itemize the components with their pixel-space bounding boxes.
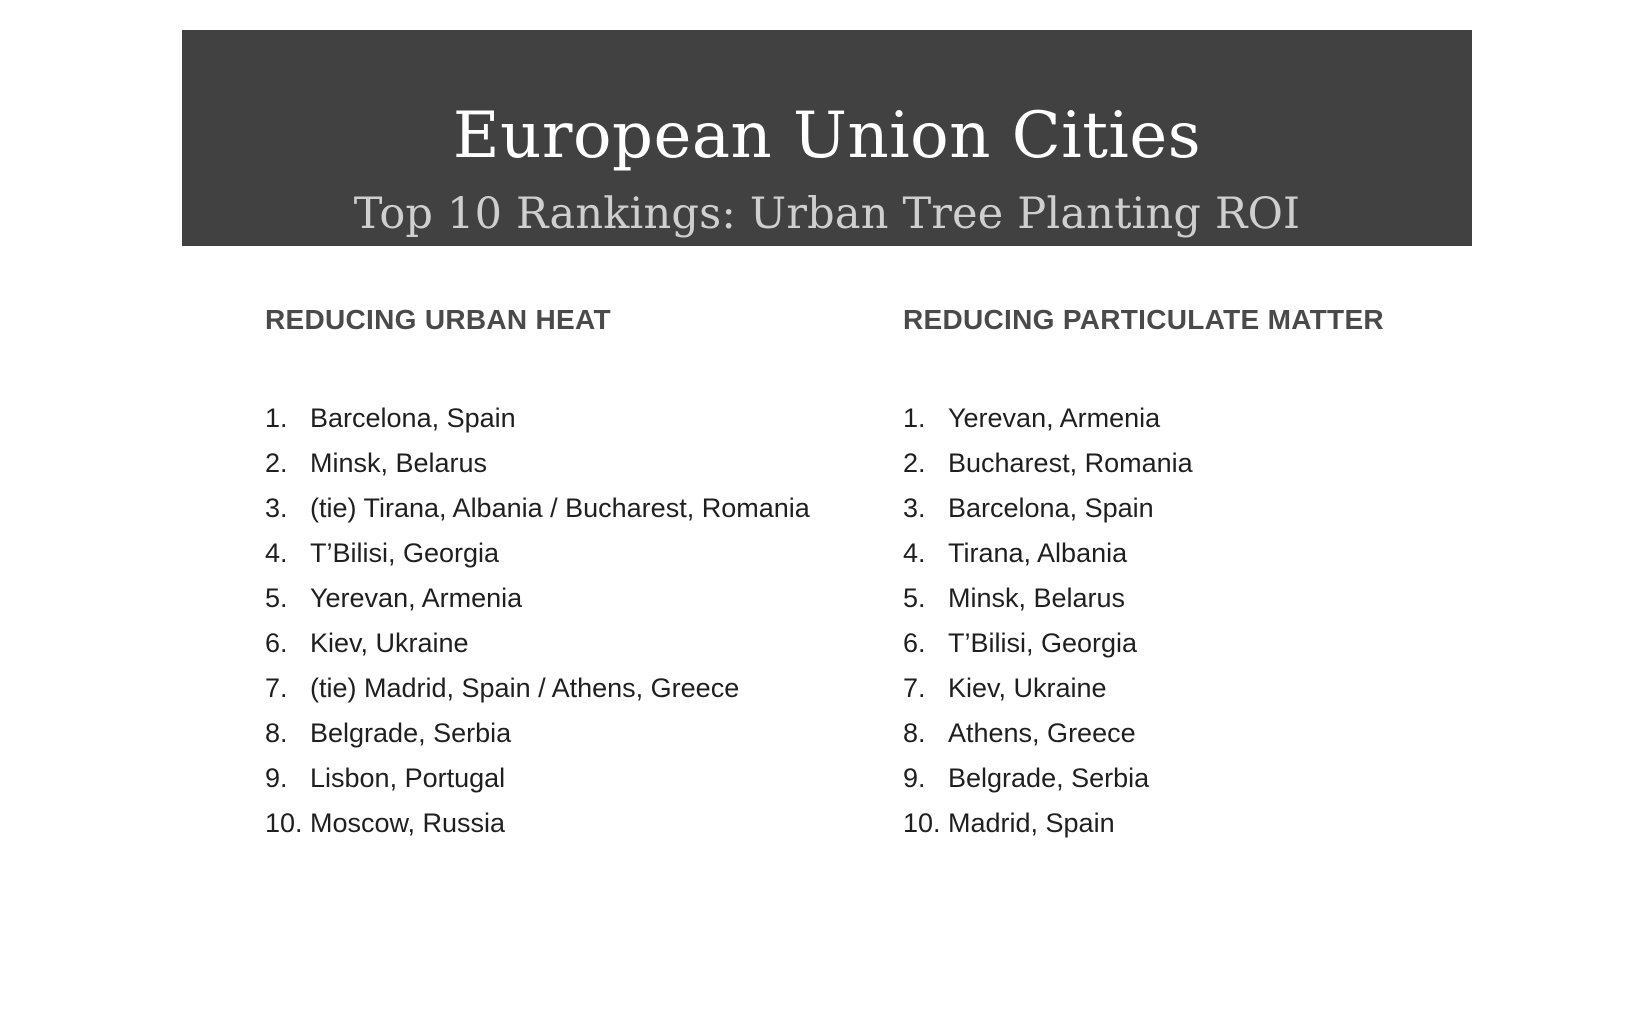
rank-number: 5. bbox=[903, 583, 926, 613]
list-item bbox=[903, 666, 1503, 711]
list-item bbox=[265, 576, 865, 621]
list-item bbox=[903, 396, 1503, 441]
rank-city: Athens, Greece bbox=[948, 718, 1136, 748]
rank-number: 3. bbox=[265, 493, 288, 523]
page-subtitle: Top 10 Rankings: Urban Tree Planting ROI bbox=[353, 189, 1301, 239]
rank-city: Barcelona, Spain bbox=[310, 403, 516, 433]
list-item bbox=[265, 711, 865, 756]
list-item bbox=[265, 801, 865, 846]
rank-city: Moscow, Russia bbox=[310, 808, 506, 838]
rank-city: Yerevan, Armenia bbox=[948, 403, 1161, 433]
list-item bbox=[903, 486, 1503, 531]
rank-number: 3. bbox=[903, 493, 926, 523]
list-item bbox=[903, 621, 1503, 666]
particulate-matter-heading: REDUCING PARTICULATE MATTER bbox=[903, 304, 1384, 335]
rank-city: T’Bilisi, Georgia bbox=[948, 628, 1138, 658]
rank-city: Barcelona, Spain bbox=[948, 493, 1154, 523]
rank-city: Belgrade, Serbia bbox=[948, 763, 1150, 793]
list-item bbox=[903, 756, 1503, 801]
rank-city: Kiev, Ukraine bbox=[310, 628, 469, 658]
list-item bbox=[265, 621, 865, 666]
rank-city: Bucharest, Romania bbox=[948, 448, 1193, 478]
rank-number: 10. bbox=[265, 808, 303, 838]
rank-number: 10. bbox=[903, 808, 941, 838]
rank-number: 9. bbox=[265, 763, 288, 793]
list-item bbox=[265, 396, 865, 441]
rank-number: 2. bbox=[903, 448, 926, 478]
list-item bbox=[903, 441, 1503, 486]
list-item bbox=[903, 531, 1503, 576]
rank-number: 4. bbox=[265, 538, 288, 568]
rank-number: 5. bbox=[265, 583, 288, 613]
list-item bbox=[265, 531, 865, 576]
rank-number: 4. bbox=[903, 538, 926, 568]
particulate-matter-column bbox=[903, 300, 1503, 838]
rank-city: Madrid, Spain bbox=[948, 808, 1115, 838]
rank-city: Lisbon, Portugal bbox=[310, 763, 506, 793]
rank-number: 1. bbox=[265, 403, 288, 433]
rank-city: Belgrade, Serbia bbox=[310, 718, 512, 748]
particulate-matter-list bbox=[903, 396, 1503, 846]
rank-number: 9. bbox=[903, 763, 926, 793]
rank-number: 6. bbox=[265, 628, 288, 658]
urban-heat-heading: REDUCING URBAN HEAT bbox=[265, 304, 611, 335]
rank-city: Yerevan, Armenia bbox=[310, 583, 523, 613]
list-item bbox=[903, 711, 1503, 756]
rank-number: 6. bbox=[903, 628, 926, 658]
urban-heat-list bbox=[265, 396, 865, 846]
list-item bbox=[903, 576, 1503, 621]
list-item bbox=[903, 801, 1503, 846]
page-title: European Union Cities bbox=[452, 99, 1202, 173]
list-item bbox=[265, 441, 865, 486]
rank-city: (tie) Tirana, Albania / Bucharest, Romania bbox=[310, 493, 810, 523]
header-banner bbox=[182, 30, 1472, 246]
rank-number: 7. bbox=[903, 673, 926, 703]
list-item bbox=[265, 756, 865, 801]
rank-number: 1. bbox=[903, 403, 926, 433]
urban-heat-column bbox=[265, 300, 865, 838]
rank-city: Kiev, Ukraine bbox=[948, 673, 1107, 703]
list-item bbox=[265, 666, 865, 711]
rank-city: Minsk, Belarus bbox=[948, 583, 1126, 613]
rank-number: 8. bbox=[265, 718, 288, 748]
rank-number: 7. bbox=[265, 673, 288, 703]
rank-number: 2. bbox=[265, 448, 288, 478]
rank-city: T’Bilisi, Georgia bbox=[310, 538, 500, 568]
rank-city: Minsk, Belarus bbox=[310, 448, 488, 478]
rank-number: 8. bbox=[903, 718, 926, 748]
rank-city: (tie) Madrid, Spain / Athens, Greece bbox=[310, 673, 740, 703]
rank-city: Tirana, Albania bbox=[948, 538, 1128, 568]
list-item bbox=[265, 486, 865, 531]
